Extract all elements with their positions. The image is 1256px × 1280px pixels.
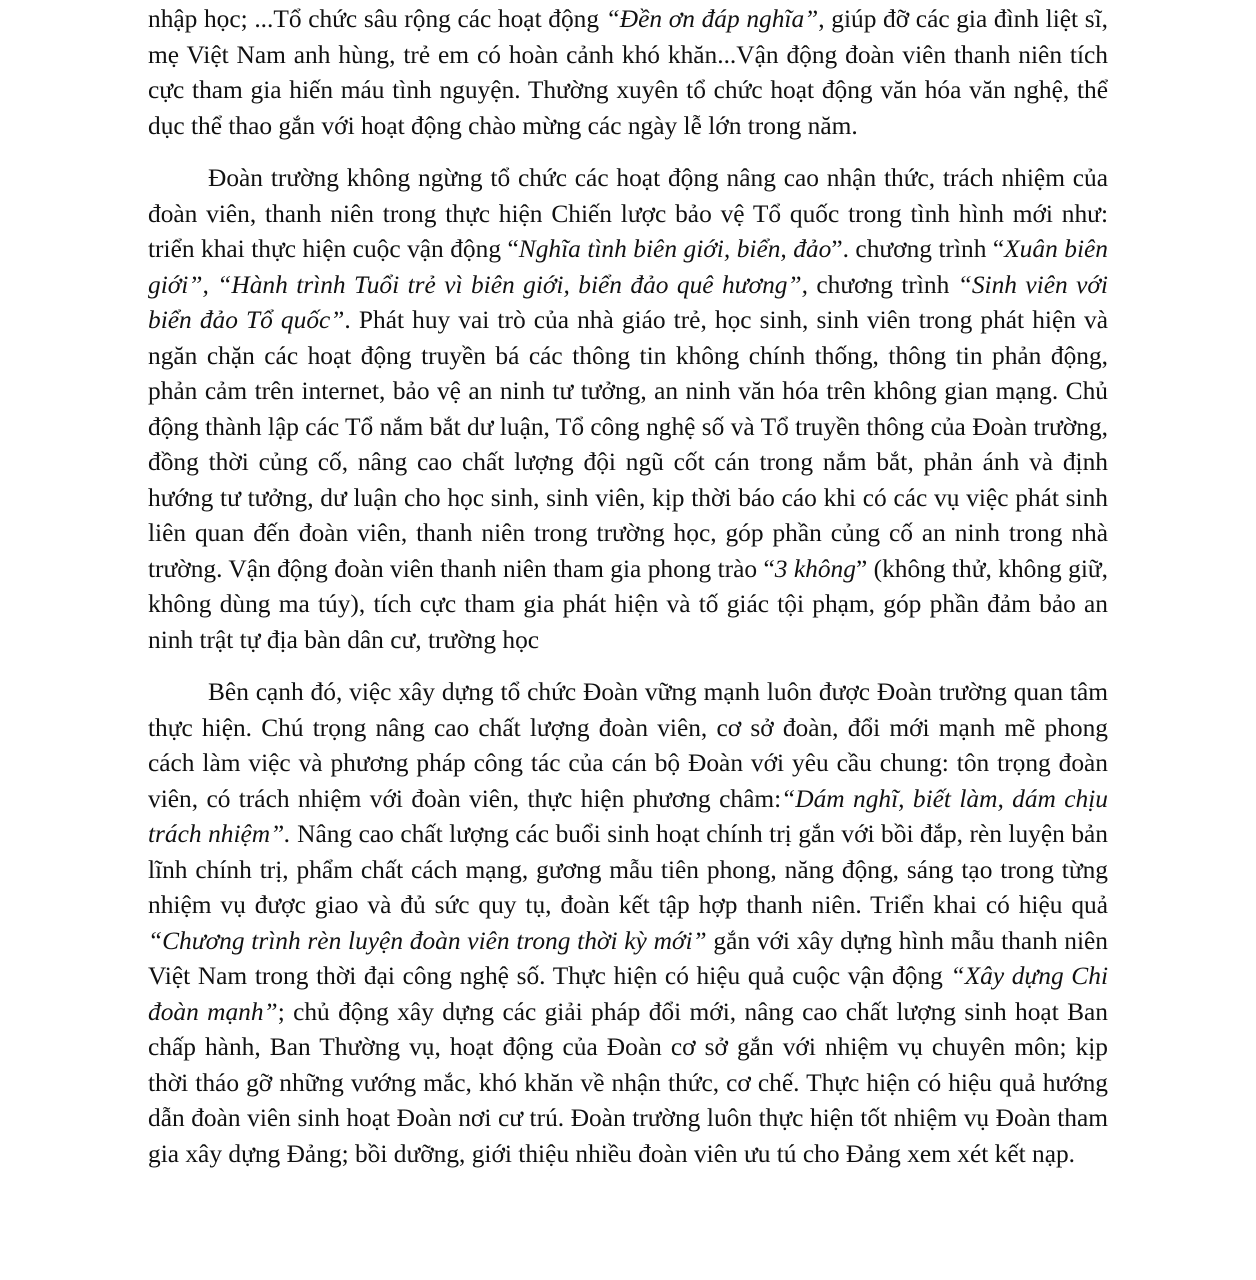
paragraph-1 <box>148 2 1108 144</box>
text-run: Đoàn trường không ngừng tổ chức các hoạt động nâng cao nhận thức, trách nhiệm của đoàn viên, thanh niên trong thực hiện Chiến lược bảo vệ Tổ quốc trong tình hình mới như: triển khai thực hiện cuộc vận động “ <box>148 164 1108 263</box>
text-run: , giúp đỡ các gia đình liệt sĩ, mẹ Việt Nam anh hùng, trẻ em có hoàn cảnh khó khăn...Vận động đoàn viên thanh niên tích cực tham gia hiến máu tình nguyện. Thường xuyên tổ chức hoạt động văn hóa văn nghệ, thể dục thể thao gắn với hoạt động chào mừng các ngày lễ lớn trong năm. <box>148 5 1108 140</box>
text-run: ” (không thử, không giữ, không dùng ma túy), tích cực tham gia phát hiện và tố giác tội phạm, góp phần đảm bảo an ninh trật tự địa bàn dân cư, trường học <box>148 554 1108 654</box>
text-run: gắn với xây dựng hình mẫu thanh niên Việt Nam trong thời đại công nghệ số. Thực hiện có hiệu quả cuộc vận động <box>148 926 1108 990</box>
text-run-italic: Nghĩa tình biên giới, biển, đảo <box>518 235 832 263</box>
paragraph-2 <box>148 161 1108 658</box>
text-run-italic: “Dám nghĩ, biết làm, dám chịu trách nhiệm”. <box>148 784 1108 848</box>
text-run-italic: “Xây dựng Chi đoàn mạnh” <box>148 962 1108 1026</box>
text-run-italic: “Chương trình rèn luyện đoàn viên trong thời kỳ mới” <box>148 926 707 955</box>
text-run-italic: “Đền ơn đáp nghĩa” <box>605 5 819 33</box>
paragraph-3 <box>148 675 1108 1172</box>
text-run-italic: Xuân biên giới”, “Hành trình Tuổi trẻ vì biên giới, biển đảo quê hương”, <box>148 235 1108 299</box>
text-run-italic: “Sinh viên với biển đảo Tổ quốc” <box>148 270 1108 334</box>
text-run: ; chủ động xây dựng các giải pháp đổi mới, nâng cao chất lượng sinh hoạt Ban chấp hành, Ban Thường vụ, hoạt động của Đoàn cơ sở gắn với nhiệm vụ chuyên môn; kịp thời tháo gỡ những vướng mắc, khó khăn về nhận thức, cơ chế. Thực hiện có hiệu quả hướng dẫn đoàn viên sinh hoạt Đoàn nơi cư trú. Đoàn trường luôn thực hiện tốt nhiệm vụ Đoàn tham gia xây dựng Đảng; bồi dưỡng, giới thiệu nhiều đoàn viên ưu tú cho Đảng xem xét kết nạp. <box>148 997 1108 1168</box>
text-run: ”. chương trình “ <box>831 235 1005 263</box>
text-run: Nâng cao chất lượng các buổi sinh hoạt chính trị gắn với bồi đắp, rèn luyện bản lĩnh chính trị, phẩm chất cách mạng, gương mẫu tiên phong, năng động, sáng tạo trong từng nhiệm vụ được giao và đủ sức quy tụ, đoàn kết tập hợp thanh niên. Triển khai có hiệu quả <box>148 820 1108 919</box>
text-run: nhập học; ...Tổ chức sâu rộng các hoạt động <box>148 5 606 33</box>
text-run: chương trình <box>807 270 958 299</box>
text-run: . Phát huy vai trò của nhà giáo trẻ, học sinh, sinh viên trong phát hiện và ngăn chặn các hoạt động truyền bá các thông tin không chính thống, thông tin phản động, phản cảm trên internet, bảo vệ an ninh tư tưởng, an ninh văn hóa trên không gian mạng. Chủ động thành lập các Tổ nắm bắt dư luận, Tổ công nghệ số và Tổ truyền thông của Đoàn trường, đồng thời củng cố, nâng cao chất lượng đội ngũ cốt cán trong nắm bắt, phản ánh và định hướng tư tưởng, dư luận cho học sinh, sinh viên, kịp thời báo cáo khi có các vụ việc phát sinh liên quan đến đoàn viên, thanh niên trong trường học, góp phần củng cố an ninh trong nhà trường. Vận động đoàn viên thanh niên tham gia phong trào “ <box>148 306 1108 583</box>
document-page <box>148 0 1108 1280</box>
text-run-italic: 3 không <box>774 554 856 583</box>
text-run: Bên cạnh đó, việc xây dựng tổ chức Đoàn vững mạnh luôn được Đoàn trường quan tâm thực hiện. Chú trọng nâng cao chất lượng đoàn viên, cơ sở đoàn, đổi mới mạnh mẽ phong cách làm việc và phương pháp công tác của cán bộ Đoàn với yêu cầu chung: tôn trọng đoàn viên, có trách nhiệm với đoàn viên, thực hiện phương châm: <box>148 678 1108 813</box>
